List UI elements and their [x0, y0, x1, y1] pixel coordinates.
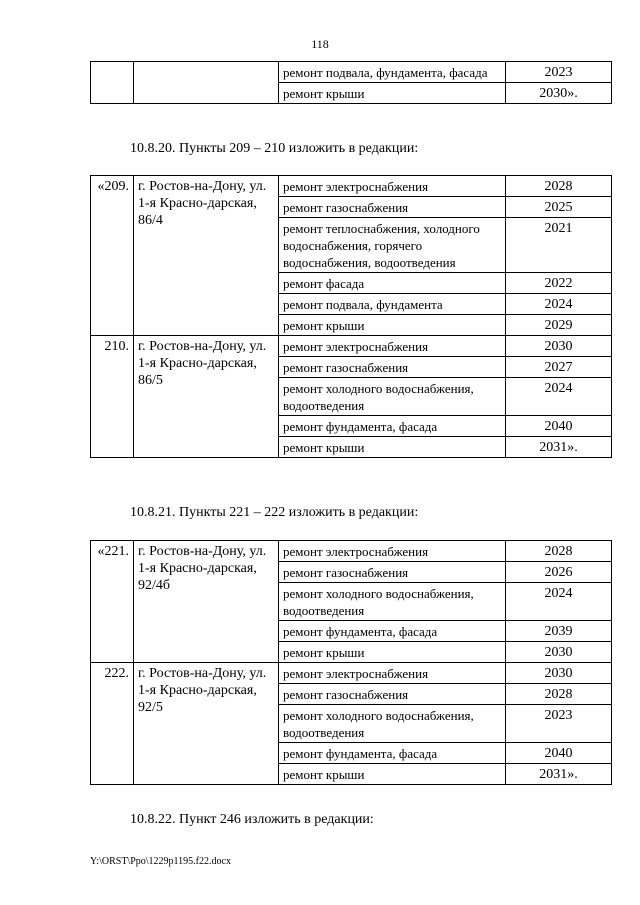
year-cell: 2030: [506, 642, 612, 663]
year-cell: 2030».: [506, 83, 612, 104]
work-cell: ремонт крыши: [279, 83, 506, 104]
year-cell: 2031».: [506, 764, 612, 785]
work-cell: ремонт электроснабжения: [279, 663, 506, 684]
work-cell: ремонт электроснабжения: [279, 541, 506, 562]
table-row: [91, 663, 612, 684]
work-cell: ремонт крыши: [279, 764, 506, 785]
year-cell: 2024: [506, 294, 612, 315]
address-cell: г. Ростов-на-Дону, ул. 1-я Красно-дарская, 86/4: [134, 176, 279, 336]
work-cell: ремонт электроснабжения: [279, 176, 506, 197]
year-cell: 2040: [506, 416, 612, 437]
year-cell: 2028: [506, 541, 612, 562]
work-cell: ремонт холодного водоснабжения, водоотведения: [279, 705, 506, 743]
year-cell: 2026: [506, 562, 612, 583]
item-number-cell: 222.: [91, 663, 134, 785]
table-row: [91, 62, 612, 83]
work-cell: ремонт крыши: [279, 437, 506, 458]
year-cell: 2039: [506, 621, 612, 642]
year-cell: 2021: [506, 218, 612, 273]
work-cell: ремонт холодного водоснабжения, водоотведения: [279, 583, 506, 621]
address-cell: г. Ростов-на-Дону, ул. 1-я Красно-дарская, 92/5: [134, 663, 279, 785]
item-number-cell: 210.: [91, 336, 134, 458]
year-cell: 2040: [506, 743, 612, 764]
work-cell: ремонт фундамента, фасада: [279, 743, 506, 764]
year-cell: 2030: [506, 336, 612, 357]
section-table-209-210: [90, 175, 612, 458]
address-cell: [134, 62, 279, 104]
work-cell: ремонт фундамента, фасада: [279, 621, 506, 642]
section-heading: 10.8.20. Пункты 209 – 210 изложить в редакции:: [130, 141, 419, 156]
table-row: [91, 336, 612, 357]
year-cell: 2025: [506, 197, 612, 218]
section-heading: 10.8.21. Пункты 221 – 222 изложить в редакции:: [130, 505, 419, 520]
year-cell: 2022: [506, 273, 612, 294]
table-row: [91, 541, 612, 562]
year-cell: 2024: [506, 583, 612, 621]
file-path-footer: Y:\ORST\Ppo\1229p1195.f22.docx: [90, 856, 231, 867]
work-cell: ремонт теплоснабжения, холодного водоснабжения, горячего водоснабжения, водоотведения: [279, 218, 506, 273]
address-cell: г. Ростов-на-Дону, ул. 1-я Красно-дарская, 86/5: [134, 336, 279, 458]
work-cell: ремонт газоснабжения: [279, 562, 506, 583]
work-cell: ремонт подвала, фундамента, фасада: [279, 62, 506, 83]
work-cell: ремонт холодного водоснабжения, водоотведения: [279, 378, 506, 416]
section-heading: 10.8.22. Пункт 246 изложить в редакции:: [130, 812, 374, 827]
work-cell: ремонт фасада: [279, 273, 506, 294]
address-cell: г. Ростов-на-Дону, ул. 1-я Красно-дарская, 92/4б: [134, 541, 279, 663]
item-number-cell: [91, 62, 134, 104]
item-number-cell: «221.: [91, 541, 134, 663]
item-number-cell: «209.: [91, 176, 134, 336]
year-cell: 2031».: [506, 437, 612, 458]
page-number: 118: [311, 37, 329, 51]
year-cell: 2023: [506, 705, 612, 743]
work-cell: ремонт крыши: [279, 642, 506, 663]
year-cell: 2024: [506, 378, 612, 416]
table-row: [91, 176, 612, 197]
year-cell: 2030: [506, 663, 612, 684]
work-cell: ремонт газоснабжения: [279, 684, 506, 705]
work-cell: ремонт фундамента, фасада: [279, 416, 506, 437]
year-cell: 2028: [506, 176, 612, 197]
section-table-221-222: [90, 540, 612, 785]
year-cell: 2023: [506, 62, 612, 83]
work-cell: ремонт крыши: [279, 315, 506, 336]
work-cell: ремонт газоснабжения: [279, 197, 506, 218]
continuation-table: [90, 61, 612, 104]
year-cell: 2027: [506, 357, 612, 378]
year-cell: 2028: [506, 684, 612, 705]
work-cell: ремонт подвала, фундамента: [279, 294, 506, 315]
work-cell: ремонт газоснабжения: [279, 357, 506, 378]
year-cell: 2029: [506, 315, 612, 336]
work-cell: ремонт электроснабжения: [279, 336, 506, 357]
